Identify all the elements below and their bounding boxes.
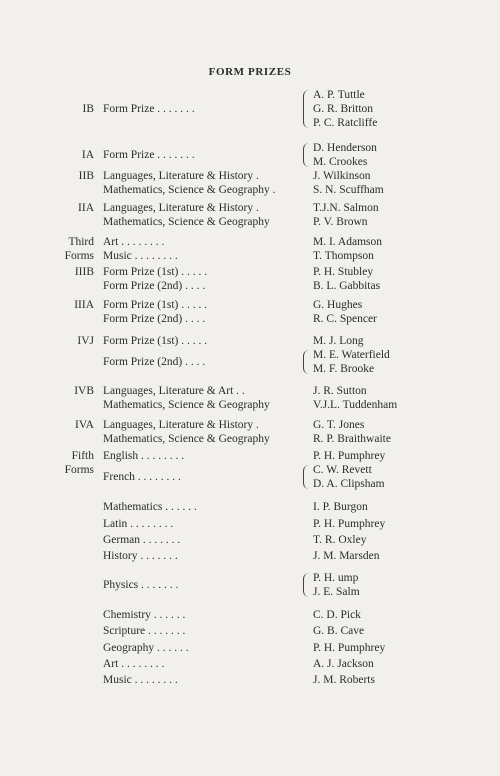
prize-winner-line: I. P. Burgon	[313, 501, 368, 513]
prize-winner-line: D. Henderson	[313, 142, 377, 154]
prize-winner	[313, 657, 493, 671]
prize-subject	[103, 608, 303, 622]
prize-subject-line: Latin . . . . . . . .	[103, 518, 174, 530]
prize-subject-line: Geography . . . . . .	[103, 642, 189, 654]
form-name	[34, 169, 94, 183]
prize-winner-line: P. H. Pumphrey	[313, 518, 386, 530]
prize-subject-line: Languages, Literature & Art . .	[103, 385, 245, 397]
prize-subject	[103, 384, 303, 412]
prize-winner	[313, 533, 493, 547]
form-name	[34, 384, 94, 398]
prize-winner-line: P. H. Pumphrey	[313, 450, 386, 462]
form-name-line	[34, 533, 94, 547]
form-name	[34, 549, 94, 563]
prize-winner-line: M. J. Long	[313, 335, 364, 347]
prize-winner	[313, 608, 493, 622]
prize-subject	[103, 201, 303, 229]
prize-winner-line: P. H. ump	[313, 572, 359, 584]
prize-winner-line: R. C. Spencer	[313, 313, 377, 325]
prize-winner-line: M. Crookes	[313, 156, 368, 168]
brace-mark	[303, 143, 312, 167]
prize-subject-line: Mathematics, Science & Geography	[103, 433, 270, 445]
form-name	[34, 449, 94, 477]
prize-subject-line: Languages, Literature & History .	[103, 419, 259, 431]
form-name-line	[34, 673, 94, 687]
brace-mark	[303, 465, 312, 489]
prize-winner	[313, 334, 493, 376]
prize-subject	[103, 334, 303, 369]
prize-winner	[313, 624, 493, 638]
brace-mark	[303, 350, 312, 374]
prize-subject	[103, 517, 303, 531]
prize-subject	[103, 169, 303, 197]
prize-subject-line: Form Prize (1st) . . . . .	[103, 299, 208, 311]
prize-subject-line: Form Prize . . . . . . .	[103, 103, 195, 115]
prize-subject-line: Form Prize (1st) . . . . .	[103, 335, 208, 347]
prize-winner	[313, 169, 493, 197]
prize-winner-line: G. T. Jones	[313, 419, 365, 431]
prize-subject-line: Scripture . . . . . . .	[103, 625, 186, 637]
prize-winner	[313, 418, 493, 446]
prize-winner-line: J. M. Marsden	[313, 550, 380, 562]
prize-winner-line: M. E. Waterfield	[313, 349, 390, 361]
form-name-line: Forms	[64, 464, 94, 476]
form-name	[34, 657, 94, 671]
prize-winner-line: V.J.L. Tuddenham	[313, 399, 398, 411]
form-name-line	[34, 549, 94, 563]
form-name-line	[34, 578, 94, 592]
prize-subject-line: German . . . . . . .	[103, 534, 181, 546]
brace-mark	[303, 573, 312, 597]
form-name-line: Fifth	[71, 450, 94, 462]
form-name-line	[34, 517, 94, 531]
form-name-line	[34, 657, 94, 671]
prize-winner-line: T.J.N. Salmon	[313, 202, 379, 214]
prize-winner	[313, 571, 493, 599]
prize-subject	[103, 578, 303, 592]
prize-winner-line: P. V. Brown	[313, 216, 368, 228]
form-name	[34, 641, 94, 655]
form-name-line: IIB	[78, 170, 94, 182]
form-name	[34, 418, 94, 432]
form-name	[34, 578, 94, 592]
prize-winner-line: T. Thompson	[313, 250, 374, 262]
form-name	[34, 265, 94, 279]
prize-subject-line: Form Prize . . . . . . .	[103, 149, 195, 161]
prize-winner-line: B. L. Gabbitas	[313, 280, 381, 292]
prize-subject	[103, 418, 303, 446]
brace-mark	[303, 90, 312, 128]
prize-winner-line: G. R. Britton	[313, 103, 374, 115]
form-name	[34, 500, 94, 514]
form-name	[34, 148, 94, 162]
prize-subject-line: English . . . . . . . .	[103, 450, 185, 462]
form-name	[34, 517, 94, 531]
form-name-line	[34, 608, 94, 622]
prize-subject-line: Art . . . . . . . .	[103, 658, 165, 670]
form-name-line: IVB	[74, 385, 94, 397]
prize-winner-line: J. M. Roberts	[313, 674, 375, 686]
prize-winner-line: C. D. Pick	[313, 609, 361, 621]
prize-winner	[313, 141, 493, 169]
prize-winner-line: D. A. Clipsham	[313, 478, 385, 490]
form-name-line: Forms	[64, 250, 94, 262]
prize-subject-line: Music . . . . . . . .	[103, 250, 178, 262]
prize-subject	[103, 500, 303, 514]
form-name-line: IIIB	[74, 266, 94, 278]
prize-winner-line: P. H. Stubley	[313, 266, 374, 278]
prize-winner-line: G. B. Cave	[313, 625, 365, 637]
prize-subject	[103, 657, 303, 671]
prize-subject	[103, 673, 303, 687]
form-name	[34, 624, 94, 638]
prize-subject-line: Form Prize (1st) . . . . .	[103, 266, 208, 278]
prize-subject-line: Chemistry . . . . . .	[103, 609, 186, 621]
form-name-line: IVJ	[77, 335, 94, 347]
prize-subject-line: Form Prize (2nd) . . . .	[103, 313, 206, 325]
prize-subject-line: Form Prize (2nd) . . . .	[103, 280, 206, 292]
prize-winner-line: P. C. Ratcliffe	[313, 117, 378, 129]
prize-subject-line: French . . . . . . . .	[103, 471, 181, 483]
form-name-line: IVA	[75, 419, 94, 431]
prize-subject	[103, 641, 303, 655]
form-name	[34, 201, 94, 215]
prize-subject-line: Languages, Literature & History .	[103, 170, 259, 182]
prize-subject	[103, 449, 303, 484]
prize-subject-line: Mathematics . . . . . .	[103, 501, 197, 513]
form-name-line	[34, 500, 94, 514]
prize-winner-line: T. R. Oxley	[313, 534, 367, 546]
form-name-line: IIIA	[74, 299, 94, 311]
prize-winner-line: M. I. Adamson	[313, 236, 382, 248]
form-name-line: Third	[68, 236, 94, 248]
form-name-line: IIA	[78, 202, 94, 214]
prize-subject	[103, 624, 303, 638]
prize-winner-line: J. E. Salm	[313, 586, 360, 598]
prize-winner-line: C. W. Revett	[313, 464, 372, 476]
form-name-line: IA	[81, 149, 94, 161]
prize-subject	[103, 533, 303, 547]
prize-winner	[313, 235, 493, 263]
prize-subject	[103, 102, 303, 116]
prize-subject	[103, 549, 303, 563]
prize-subject-line: Physics . . . . . . .	[103, 579, 179, 591]
prize-winner	[313, 500, 493, 514]
prize-winner	[313, 673, 493, 687]
page-title: FORM PRIZES	[208, 66, 292, 78]
prize-subject-line: Mathematics, Science & Geography	[103, 399, 270, 411]
prize-winner-line: J. Wilkinson	[313, 170, 371, 182]
form-name	[34, 334, 94, 348]
prize-subject-line: Music . . . . . . . .	[103, 674, 178, 686]
prize-subject-line: Mathematics, Science & Geography .	[103, 184, 276, 196]
prize-winner	[313, 88, 493, 130]
prize-winner-line: A. P. Tuttle	[313, 89, 365, 101]
form-name-line	[34, 624, 94, 638]
prize-winner	[313, 549, 493, 563]
prize-winner	[313, 517, 493, 531]
form-name	[34, 235, 94, 263]
prize-subject-line: Art . . . . . . . .	[103, 236, 165, 248]
prize-winner-line: P. H. Pumphrey	[313, 642, 386, 654]
form-name	[34, 533, 94, 547]
form-name	[34, 673, 94, 687]
prize-winner	[313, 384, 493, 412]
prize-winner-line: A. J. Jackson	[313, 658, 374, 670]
prize-winner	[313, 265, 493, 293]
prize-winner-line: S. N. Scuffham	[313, 184, 384, 196]
form-name	[34, 102, 94, 116]
prize-subject-line: Mathematics, Science & Geography	[103, 216, 270, 228]
prize-subject-line: Languages, Literature & History .	[103, 202, 259, 214]
form-name-line	[34, 641, 94, 655]
form-name	[34, 298, 94, 312]
form-name-line: IB	[82, 103, 94, 115]
prize-winner	[313, 641, 493, 655]
prize-winner-line: M. F. Brooke	[313, 363, 375, 375]
prize-winner-line: G. Hughes	[313, 299, 363, 311]
prize-winner	[313, 201, 493, 229]
prize-subject	[103, 148, 303, 162]
form-name	[34, 608, 94, 622]
prize-subject	[103, 265, 303, 293]
prize-subject	[103, 235, 303, 263]
prize-subject-line: History . . . . . . .	[103, 550, 178, 562]
prize-winner-line: J. R. Sutton	[313, 385, 367, 397]
prize-winner-line: R. P. Braithwaite	[313, 433, 391, 445]
prize-winner	[313, 449, 493, 491]
prize-winner	[313, 298, 493, 326]
prize-subject	[103, 298, 303, 326]
prize-subject-line: Form Prize (2nd) . . . .	[103, 356, 206, 368]
